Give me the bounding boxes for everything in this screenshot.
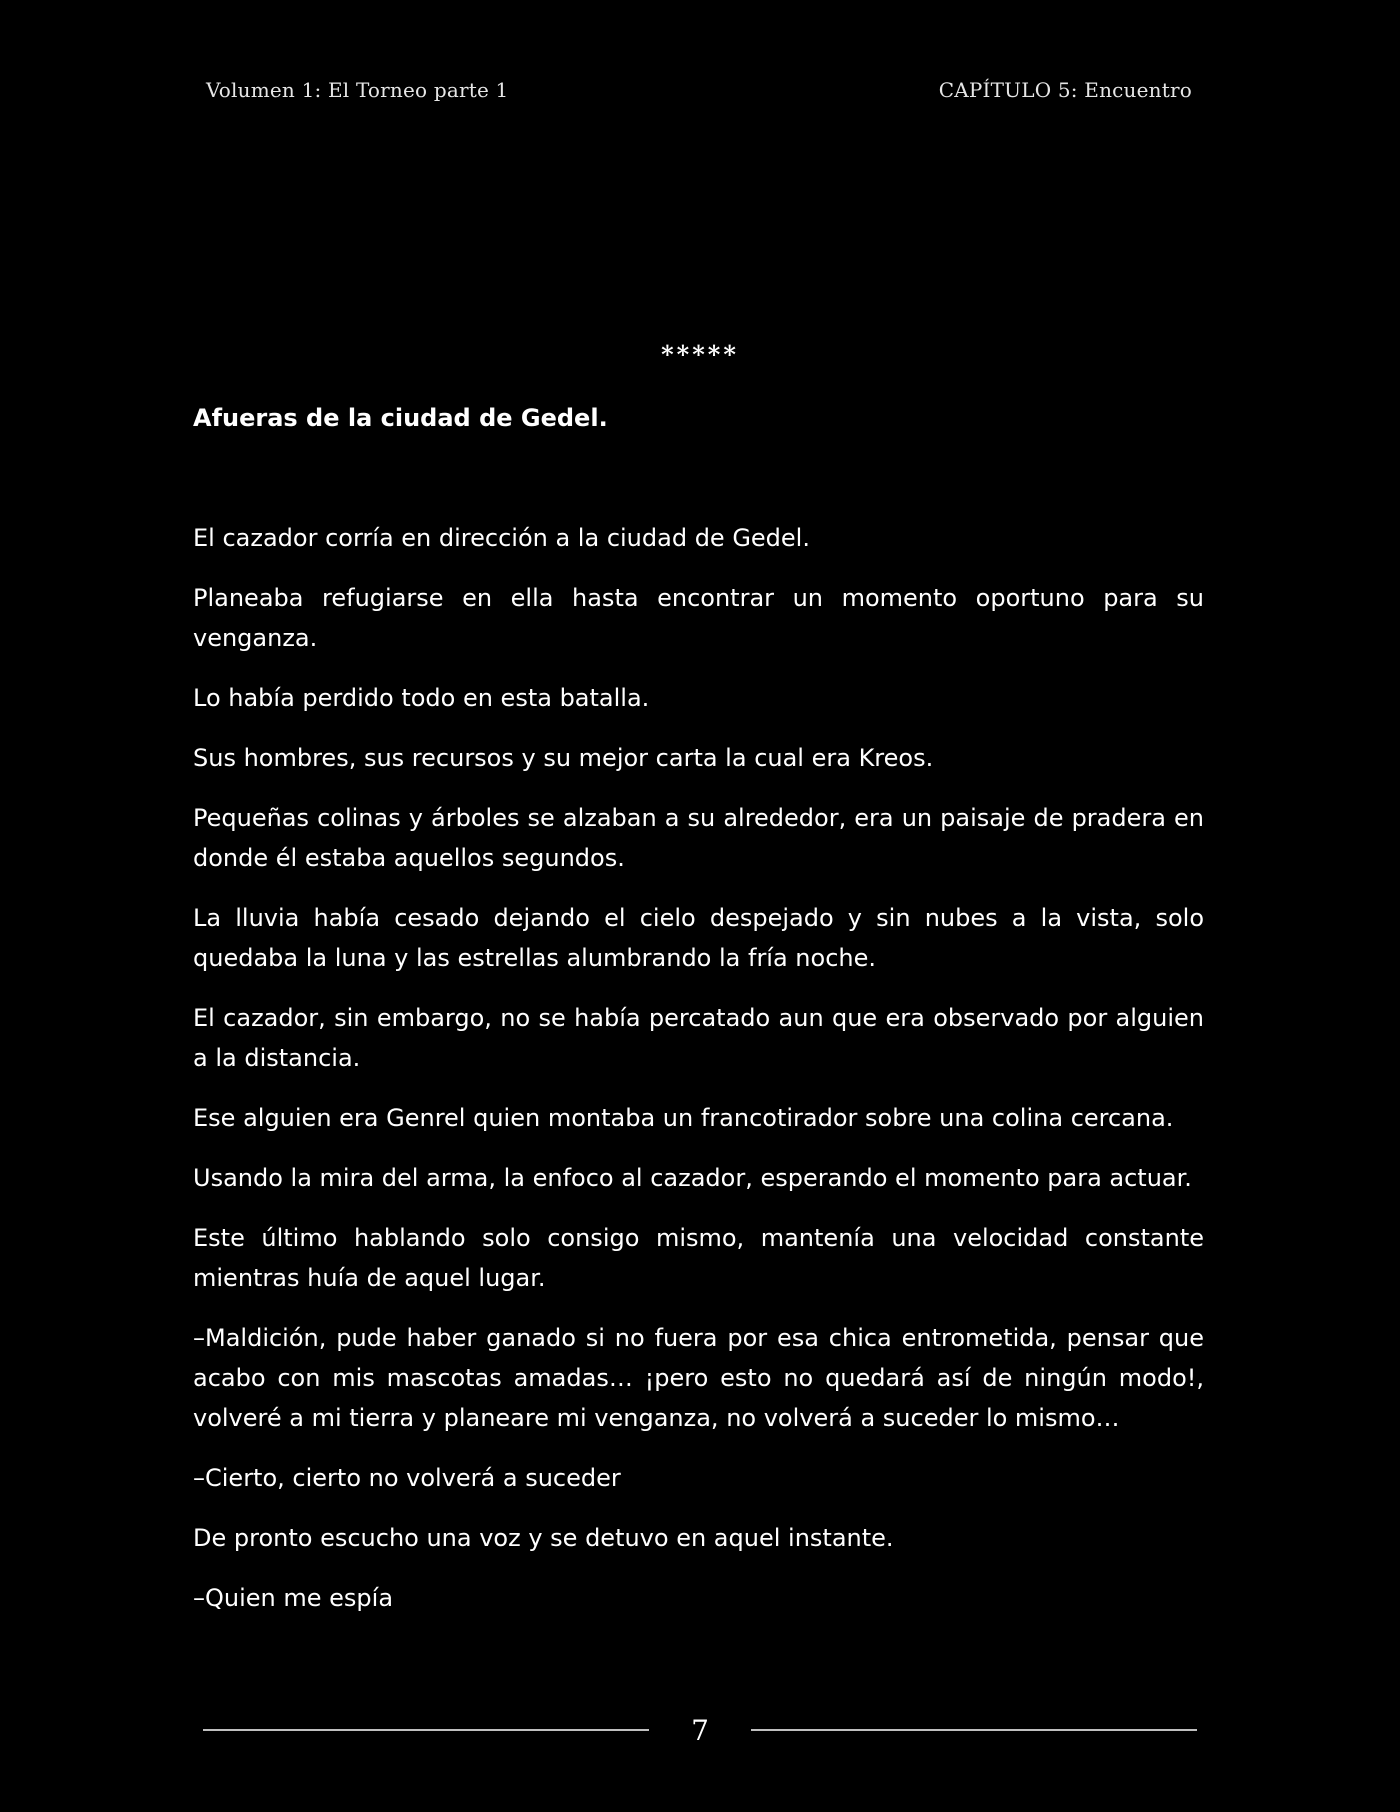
paragraph: Sus hombres, sus recursos y su mejor carta la cual era Kreos. (193, 744, 934, 772)
volume-title: Volumen 1: El Torneo parte 1 (206, 78, 509, 102)
paragraph: Planeaba refugiarse en ella hasta encontrar un momento oportuno para su venganza. (193, 584, 1204, 652)
paragraph: Ese alguien era Genrel quien montaba un francotirador sobre una colina cercana. (193, 1104, 1174, 1132)
paragraph: El cazador corría en dirección a la ciudad de Gedel. (193, 524, 810, 552)
paragraph: –Cierto, cierto no volverá a suceder (193, 1464, 621, 1492)
footer-rule-left (203, 1729, 649, 1731)
scene-break: ***** (661, 340, 739, 369)
paragraph: Este último hablando solo consigo mismo, mantenía una velocidad constante mientras huía de aquel lugar. (193, 1224, 1204, 1292)
paragraph: –Maldición, pude haber ganado si no fuera por esa chica entrometida, pensar que acabo con mis mascotas amadas… ¡pero esto no quedará así de ningún modo!, volveré a mi tierra y planeare mi venganza, no volverá a suceder lo mismo… (193, 1324, 1204, 1432)
paragraph: La lluvia había cesado dejando el cielo despejado y sin nubes a la vista, solo quedaba la luna y las estrellas alumbrando la fría noche. (193, 904, 1204, 972)
paragraph: Lo había perdido todo en esta batalla. (193, 684, 650, 712)
page-footer (203, 1710, 1197, 1750)
footer-rule-right (751, 1729, 1197, 1731)
location-heading: Afueras de la ciudad de Gedel. (193, 404, 608, 432)
chapter-title: CAPÍTULO 5: Encuentro (938, 78, 1192, 102)
page-number: 7 (691, 1713, 709, 1747)
body-text (193, 518, 1204, 1638)
running-header (206, 78, 1192, 102)
paragraph: –Quien me espía (193, 1584, 394, 1612)
paragraph: De pronto escucho una voz y se detuvo en aquel instante. (193, 1524, 894, 1552)
paragraph: El cazador, sin embargo, no se había percatado aun que era observado por alguien a la distancia. (193, 1004, 1204, 1072)
paragraph: Pequeñas colinas y árboles se alzaban a su alrededor, era un paisaje de pradera en donde él estaba aquellos segundos. (193, 804, 1204, 872)
paragraph: Usando la mira del arma, la enfoco al cazador, esperando el momento para actuar. (193, 1164, 1192, 1192)
